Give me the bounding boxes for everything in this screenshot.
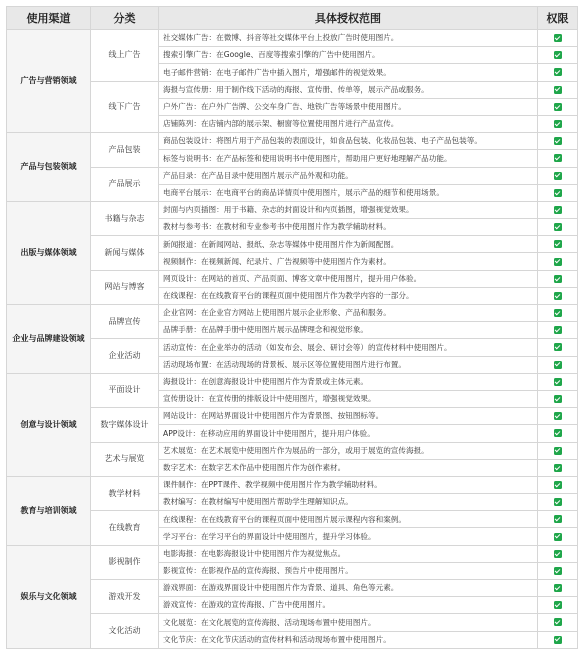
permission-cell bbox=[538, 442, 578, 459]
check-box-icon bbox=[554, 120, 562, 128]
category-cell: 教学材料 bbox=[91, 476, 159, 510]
channel-cell: 广告与营销领域 bbox=[7, 30, 91, 133]
scope-cell: 学习平台：在学习平台的界面设计中使用图片，提升学习体验。 bbox=[159, 528, 538, 545]
category-cell: 企业活动 bbox=[91, 339, 159, 373]
category-cell: 文化活动 bbox=[91, 614, 159, 648]
permission-cell bbox=[538, 184, 578, 201]
check-box-icon bbox=[554, 464, 562, 472]
category-cell: 网站与博客 bbox=[91, 270, 159, 304]
check-box-icon bbox=[554, 189, 562, 197]
table-row bbox=[7, 580, 578, 597]
check-box-icon bbox=[554, 395, 562, 403]
table-row bbox=[7, 545, 578, 562]
category-cell: 线下广告 bbox=[91, 81, 159, 133]
scope-cell: 游戏界面：在游戏界面设计中使用图片作为背景、道具、角色等元素。 bbox=[159, 580, 538, 597]
scope-cell: 课件制作：在PPT课件、教学视频中使用图片作为教学辅助材料。 bbox=[159, 476, 538, 493]
scope-cell: 网页设计：在网站的首页、产品页面、博客文章中使用图片，提升用户体验。 bbox=[159, 270, 538, 287]
check-box-icon bbox=[554, 309, 562, 317]
permission-cell bbox=[538, 150, 578, 167]
scope-cell: 社交媒体广告：在微博、抖音等社交媒体平台上投放广告时使用图片。 bbox=[159, 30, 538, 47]
table-row bbox=[7, 236, 578, 253]
check-box-icon bbox=[554, 292, 562, 300]
check-box-icon bbox=[554, 550, 562, 558]
category-cell: 新闻与媒体 bbox=[91, 236, 159, 270]
check-box-icon bbox=[554, 447, 562, 455]
header-scope: 具体授权范围 bbox=[159, 7, 538, 30]
scope-cell: 文化展览：在文化展览的宣传海报、活动现场布置中使用图片。 bbox=[159, 614, 538, 631]
check-box-icon bbox=[554, 258, 562, 266]
scope-cell: 户外广告：在户外广告牌、公交车身广告、地铁广告等场景中使用图片。 bbox=[159, 98, 538, 115]
check-box-icon bbox=[554, 378, 562, 386]
check-box-icon bbox=[554, 429, 562, 437]
permission-cell bbox=[538, 528, 578, 545]
channel-cell: 创意与设计领域 bbox=[7, 373, 91, 476]
scope-cell: 标签与说明书：在产品标签和使用说明书中使用图片，帮助用户更好地理解产品功能。 bbox=[159, 150, 538, 167]
scope-cell: 文化节庆：在文化节庆活动的宣传材料和活动现场布置中使用图片。 bbox=[159, 631, 538, 648]
channel-cell: 企业与品牌建设领域 bbox=[7, 305, 91, 374]
permission-cell bbox=[538, 425, 578, 442]
check-box-icon bbox=[554, 533, 562, 541]
check-box-icon bbox=[554, 567, 562, 575]
table-row bbox=[7, 408, 578, 425]
check-box-icon bbox=[554, 636, 562, 644]
table-row bbox=[7, 305, 578, 322]
scope-cell: 搜索引擎广告：在Google、百度等搜索引擎的广告中使用图片。 bbox=[159, 47, 538, 64]
permission-cell bbox=[538, 339, 578, 356]
permission-cell bbox=[538, 81, 578, 98]
check-box-icon bbox=[554, 412, 562, 420]
header-category: 分类 bbox=[91, 7, 159, 30]
check-box-icon bbox=[554, 103, 562, 111]
permission-cell bbox=[538, 201, 578, 218]
scope-cell: 在线课程：在在线教育平台的课程页面中使用图片作为教学内容的一部分。 bbox=[159, 287, 538, 304]
table-row bbox=[7, 270, 578, 287]
category-cell: 艺术与展览 bbox=[91, 442, 159, 476]
table-row bbox=[7, 339, 578, 356]
header-permission: 权限 bbox=[538, 7, 578, 30]
category-cell: 产品展示 bbox=[91, 167, 159, 201]
check-box-icon bbox=[554, 343, 562, 351]
permission-cell bbox=[538, 390, 578, 407]
header-channel: 使用渠道 bbox=[7, 7, 91, 30]
scope-cell: 产品目录：在产品目录中使用图片展示产品外观和功能。 bbox=[159, 167, 538, 184]
permission-cell bbox=[538, 236, 578, 253]
permission-cell bbox=[538, 580, 578, 597]
category-cell: 游戏开发 bbox=[91, 580, 159, 614]
permission-cell bbox=[538, 219, 578, 236]
check-box-icon bbox=[554, 51, 562, 59]
scope-cell: 店铺陈列：在店铺内部的展示架、橱窗等位置使用图片进行产品宣传。 bbox=[159, 115, 538, 132]
channel-cell: 出版与媒体领域 bbox=[7, 201, 91, 304]
scope-cell: 游戏宣传：在游戏的宣传海报、广告中使用图片。 bbox=[159, 597, 538, 614]
category-cell: 品牌宣传 bbox=[91, 305, 159, 339]
check-box-icon bbox=[554, 206, 562, 214]
check-box-icon bbox=[554, 361, 562, 369]
scope-cell: 在线课程：在在线教育平台的课程页面中使用图片展示课程内容和案例。 bbox=[159, 511, 538, 528]
scope-cell: 教材与参考书：在教材和专业参考书中使用图片作为教学辅助材料。 bbox=[159, 219, 538, 236]
scope-cell: 封面与内页插图：用于书籍、杂志的封面设计和内页插图，增强视觉效果。 bbox=[159, 201, 538, 218]
permission-cell bbox=[538, 373, 578, 390]
check-box-icon bbox=[554, 172, 562, 180]
check-box-icon bbox=[554, 240, 562, 248]
channel-cell: 产品与包装领域 bbox=[7, 133, 91, 202]
check-box-icon bbox=[554, 137, 562, 145]
scope-cell: 活动现场布置：在活动现场的背景板、展示区等位置使用图片进行布置。 bbox=[159, 356, 538, 373]
table-row bbox=[7, 167, 578, 184]
permission-cell bbox=[538, 511, 578, 528]
table-body bbox=[7, 30, 578, 649]
table-row bbox=[7, 511, 578, 528]
table-row bbox=[7, 133, 578, 150]
scope-cell: 商品包装设计：将图片用于产品包装的表面设计，如食品包装、化妆品包装、电子产品包装等。 bbox=[159, 133, 538, 150]
permission-cell bbox=[538, 167, 578, 184]
scope-cell: 宣传册设计：在宣传册的排版设计中使用图片，增强视觉效果。 bbox=[159, 390, 538, 407]
permission-cell bbox=[538, 356, 578, 373]
check-box-icon bbox=[554, 275, 562, 283]
authorization-table bbox=[6, 6, 578, 649]
permission-cell bbox=[538, 494, 578, 511]
scope-cell: 数字艺术：在数字艺术作品中使用图片作为创作素材。 bbox=[159, 459, 538, 476]
check-box-icon bbox=[554, 326, 562, 334]
category-cell: 影视制作 bbox=[91, 545, 159, 579]
check-box-icon bbox=[554, 34, 562, 42]
category-cell: 产品包装 bbox=[91, 133, 159, 167]
table-row bbox=[7, 201, 578, 218]
permission-cell bbox=[538, 545, 578, 562]
check-box-icon bbox=[554, 86, 562, 94]
permission-cell bbox=[538, 562, 578, 579]
scope-cell: 艺术展览：在艺术展览中使用图片作为展品的一部分，或用于展览的宣传海报。 bbox=[159, 442, 538, 459]
category-cell: 线上广告 bbox=[91, 30, 159, 82]
table-row bbox=[7, 442, 578, 459]
check-box-icon bbox=[554, 498, 562, 506]
permission-cell bbox=[538, 614, 578, 631]
scope-cell: 新闻报道：在新闻网站、报纸、杂志等媒体中使用图片作为新闻配图。 bbox=[159, 236, 538, 253]
permission-cell bbox=[538, 305, 578, 322]
scope-cell: APP设计：在移动应用的界面设计中使用图片，提升用户体验。 bbox=[159, 425, 538, 442]
permission-cell bbox=[538, 631, 578, 648]
category-cell: 书籍与杂志 bbox=[91, 201, 159, 235]
permission-cell bbox=[538, 459, 578, 476]
permission-cell bbox=[538, 47, 578, 64]
permission-cell bbox=[538, 287, 578, 304]
scope-cell: 电影海报：在电影海报设计中使用图片作为视觉焦点。 bbox=[159, 545, 538, 562]
scope-cell: 品牌手册：在品牌手册中使用图片展示品牌理念和视觉形象。 bbox=[159, 322, 538, 339]
table-row bbox=[7, 81, 578, 98]
scope-cell: 影视宣传：在影视作品的宣传海报、预告片中使用图片。 bbox=[159, 562, 538, 579]
permission-cell bbox=[538, 115, 578, 132]
permission-cell bbox=[538, 270, 578, 287]
check-box-icon bbox=[554, 515, 562, 523]
table-row bbox=[7, 614, 578, 631]
channel-cell: 娱乐与文化领域 bbox=[7, 545, 91, 648]
scope-cell: 电商平台展示：在电商平台的商品详情页中使用图片，展示产品的细节和使用场景。 bbox=[159, 184, 538, 201]
category-cell: 数字媒体设计 bbox=[91, 408, 159, 442]
permission-cell bbox=[538, 253, 578, 270]
permission-cell bbox=[538, 322, 578, 339]
check-box-icon bbox=[554, 584, 562, 592]
scope-cell: 企业官网：在企业官方网站上使用图片展示企业形象、产品和服务。 bbox=[159, 305, 538, 322]
permission-cell bbox=[538, 597, 578, 614]
scope-cell: 电子邮件营销：在电子邮件广告中插入图片，增强邮件的视觉效果。 bbox=[159, 64, 538, 81]
permission-cell bbox=[538, 98, 578, 115]
table-header-row bbox=[7, 7, 578, 30]
scope-cell: 海报与宣传册：用于制作线下活动的海报、宣传册、传单等，展示产品或服务。 bbox=[159, 81, 538, 98]
permission-cell bbox=[538, 408, 578, 425]
table-row bbox=[7, 373, 578, 390]
permission-cell bbox=[538, 133, 578, 150]
scope-cell: 教材编写：在教材编写中使用图片帮助学生理解知识点。 bbox=[159, 494, 538, 511]
scope-cell: 海报设计：在创意海报设计中使用图片作为背景或主体元素。 bbox=[159, 373, 538, 390]
scope-cell: 活动宣传：在企业举办的活动（如发布会、展会、研讨会等）的宣传材料中使用图片。 bbox=[159, 339, 538, 356]
permission-cell bbox=[538, 476, 578, 493]
scope-cell: 网站设计：在网站界面设计中使用图片作为背景图、按钮图标等。 bbox=[159, 408, 538, 425]
check-box-icon bbox=[554, 68, 562, 76]
check-box-icon bbox=[554, 223, 562, 231]
check-box-icon bbox=[554, 481, 562, 489]
check-box-icon bbox=[554, 154, 562, 162]
channel-cell: 教育与培训领域 bbox=[7, 476, 91, 545]
authorization-table-container bbox=[6, 6, 577, 649]
permission-cell bbox=[538, 30, 578, 47]
category-cell: 在线教育 bbox=[91, 511, 159, 545]
table-row bbox=[7, 30, 578, 47]
scope-cell: 视频制作：在视频新闻、纪录片、广告视频等中使用图片作为素材。 bbox=[159, 253, 538, 270]
category-cell: 平面设计 bbox=[91, 373, 159, 407]
permission-cell bbox=[538, 64, 578, 81]
table-row bbox=[7, 476, 578, 493]
check-box-icon bbox=[554, 601, 562, 609]
check-box-icon bbox=[554, 618, 562, 626]
